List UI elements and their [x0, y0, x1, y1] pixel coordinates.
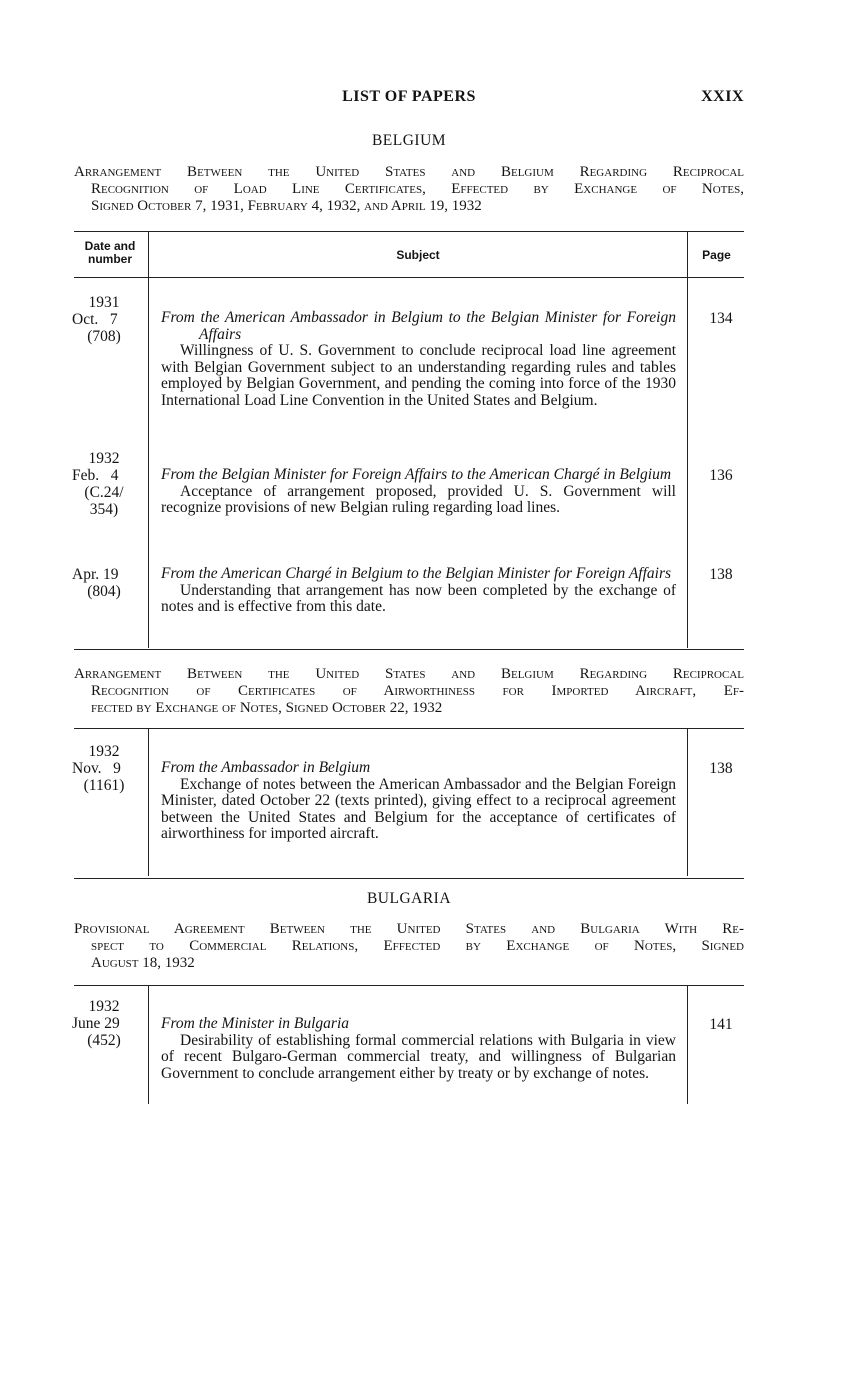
page-ref: 141 — [709, 1016, 733, 1033]
document-number: (1161) — [83, 777, 125, 794]
date-column-header — [74, 240, 146, 266]
country-heading: BELGIUM — [371, 132, 447, 149]
heading-line: Signed October 7, 1931, February 4, 1932, and April 19, 1932 — [91, 198, 482, 214]
page-number: XXIX — [701, 88, 744, 105]
table-top-rule — [74, 985, 744, 986]
entry-from: From the Minister in Bulgaria — [161, 1015, 349, 1032]
year: 1932 — [88, 743, 120, 760]
section-rule — [74, 878, 744, 879]
entry-description: Acceptance of arrangement proposed, provided U. S. Government will recognize provisions of new Belgian ruling regarding load lines. — [161, 482, 676, 517]
date-cell — [72, 743, 142, 794]
year: 1931 — [88, 294, 120, 311]
table-top-rule — [74, 728, 744, 729]
column-divider — [687, 986, 688, 1104]
country-heading: BULGARIA — [366, 890, 452, 907]
month-day: Apr. 19 — [72, 566, 119, 583]
heading-line: Provisional Agreement Between the United States and Bulgaria With Re- — [74, 921, 744, 937]
arrangement-heading — [74, 164, 744, 215]
list-item — [161, 760, 676, 843]
header-rule — [74, 277, 744, 278]
column-divider — [148, 729, 149, 876]
table-top-rule — [74, 231, 744, 232]
document-number: (452) — [87, 1032, 121, 1049]
arrangement-heading — [74, 921, 744, 972]
section-rule — [74, 649, 744, 650]
heading-line: spect to Commercial Relations, Effected by Exchange of Notes, Signed — [91, 938, 744, 954]
document-number: (C.24/ — [84, 484, 124, 501]
date-cell — [72, 566, 142, 600]
list-item — [161, 566, 676, 616]
list-item — [161, 310, 676, 410]
heading-line: Recognition of Certificates of Airworthiness for Imported Aircraft, Ef- — [91, 683, 744, 699]
column-divider — [148, 986, 149, 1104]
page-ref: 138 — [709, 760, 733, 777]
entry-description: Desirability of establishing formal commercial relations with Bulgaria in view of recent Bulgaro-German commercial treaty, and willingness of Bulgarian Government to conclude arrangement either by treaty or by exchange of notes. — [161, 1031, 676, 1082]
date-cell — [72, 450, 142, 518]
entry-description: Understanding that arrangement has now been completed by the exchange of notes and is effective from this date. — [161, 581, 676, 616]
document-number: (708) — [87, 328, 121, 345]
document-number: (804) — [87, 583, 121, 600]
heading-line: fected by Exchange of Notes, Signed October 22, 1932 — [91, 700, 443, 716]
column-divider — [687, 232, 688, 648]
running-head — [74, 88, 744, 110]
document-number: 354) — [89, 501, 119, 518]
page-ref: 134 — [709, 310, 733, 327]
heading-line: Arrangement Between the United States and Belgium Regarding Reciprocal — [74, 164, 744, 180]
entry-description: Exchange of notes between the American Ambassador and the Belgian Foreign Minister, dated October 22 (texts printed), giving effect to a reciprocal agreement between the United States and Belgium for the acceptance of certificates of airworthiness for imported aircraft. — [161, 775, 676, 843]
entry-from: From the American Chargé in Belgium to the Belgian Minister for Foreign Affairs — [161, 565, 672, 582]
running-head-title: LIST OF PAPERS — [342, 88, 476, 105]
entry-from: From the American Ambassador in Belgium to the Belgian Minister for Foreign Affairs — [161, 309, 676, 343]
list-item — [161, 467, 676, 517]
entry-from: From the Belgian Minister for Foreign Affairs to the American Chargé in Belgium — [161, 466, 672, 483]
month-day: June 29 — [72, 1015, 120, 1032]
list-item — [161, 1016, 676, 1082]
column-divider — [148, 232, 149, 648]
header-line: Date and — [84, 239, 136, 253]
entry-description: Willingness of U. S. Government to conclude reciprocal load line agreement with Belgian Government subject to an understanding regarding rules and tables employed by Belgian Government, and pending the coming into force of the 1930 International Load Line Convention in the United States and Belgium. — [161, 342, 676, 409]
month-day: Nov. 9 — [72, 760, 121, 777]
header-line: number — [87, 252, 132, 266]
month-day: Feb. 4 — [72, 467, 119, 484]
year: 1932 — [88, 450, 120, 467]
page-ref: 136 — [709, 467, 733, 484]
year: 1932 — [88, 998, 120, 1015]
arrangement-heading — [74, 666, 744, 717]
subject-column-header: Subject — [396, 248, 440, 262]
date-cell — [72, 998, 142, 1049]
heading-line: Arrangement Between the United States and Belgium Regarding Reciprocal — [74, 666, 744, 682]
date-cell — [72, 294, 142, 345]
page-ref: 138 — [709, 566, 733, 583]
heading-line: August 18, 1932 — [91, 955, 195, 971]
column-divider — [687, 729, 688, 876]
page-column-header: Page — [702, 248, 731, 262]
entry-from: From the Ambassador in Belgium — [161, 759, 371, 776]
heading-line: Recognition of Load Line Certificates, Effected by Exchange of Notes, — [91, 181, 744, 197]
month-day: Oct. 7 — [72, 311, 118, 328]
